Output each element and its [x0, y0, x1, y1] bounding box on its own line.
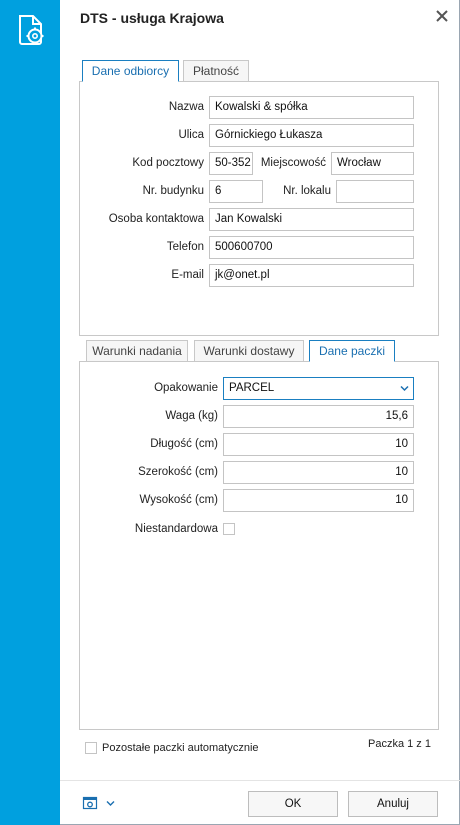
local-number-field[interactable]	[336, 180, 414, 203]
parcel-panel	[79, 361, 439, 730]
recipient-panel	[79, 81, 439, 336]
tab-dane-paczki[interactable]: Dane paczki	[309, 340, 395, 362]
width-label: Szerokość (cm)	[138, 466, 218, 478]
nonstandard-label: Niestandardowa	[134, 523, 218, 535]
settings-icon	[82, 795, 98, 811]
auto-packages-label: Pozostałe paczki automatycznie	[102, 742, 259, 754]
width-field[interactable]: 10	[223, 461, 414, 484]
name-label: Nazwa	[168, 101, 204, 113]
dialog	[60, 0, 460, 825]
tab-warunki-nadania[interactable]: Warunki nadania	[86, 340, 188, 362]
sidebar-strip	[0, 0, 60, 825]
settings-dropdown-icon[interactable]	[82, 795, 120, 811]
city-label: Miejscowość	[260, 157, 326, 169]
packaging-label: Opakowanie	[154, 382, 218, 394]
tab-platnosc[interactable]: Płatność	[183, 60, 249, 82]
building-number-label: Nr. budynku	[142, 185, 204, 197]
tab-dane-odbiorcy[interactable]: Dane odbiorcy	[82, 60, 179, 82]
package-counter: Paczka 1 z 1	[368, 738, 431, 750]
close-icon[interactable]	[434, 8, 450, 24]
phone-field[interactable]: 500600700	[209, 236, 414, 259]
height-field[interactable]: 10	[223, 489, 414, 512]
contact-person-field[interactable]: Jan Kowalski	[209, 208, 414, 231]
email-label: E-mail	[171, 269, 204, 281]
nonstandard-checkbox[interactable]	[223, 523, 235, 535]
document-gear-icon	[16, 14, 46, 46]
ok-button[interactable]: OK	[248, 791, 338, 817]
phone-label: Telefon	[166, 241, 204, 253]
tab-warunki-dostawy[interactable]: Warunki dostawy	[194, 340, 304, 362]
weight-field[interactable]: 15,6	[223, 405, 414, 428]
name-field[interactable]: Kowalski & spółka	[209, 96, 414, 119]
local-number-label: Nr. lokalu	[283, 185, 331, 197]
height-label: Wysokość (cm)	[139, 494, 218, 506]
city-field[interactable]: Wrocław	[331, 152, 414, 175]
street-field[interactable]: Górnickiego Łukasza	[209, 124, 414, 147]
chevron-down-icon[interactable]	[400, 385, 409, 392]
packaging-value: PARCEL	[229, 382, 275, 394]
chevron-down-icon	[106, 800, 115, 807]
email-field[interactable]: jk@onet.pl	[209, 264, 414, 287]
contact-person-label: Osoba kontaktowa	[108, 213, 204, 225]
footer-divider	[60, 780, 460, 781]
street-label: Ulica	[178, 129, 204, 141]
length-field[interactable]: 10	[223, 433, 414, 456]
building-number-field[interactable]: 6	[209, 180, 263, 203]
dialog-title: DTS - usługa Krajowa	[80, 10, 224, 26]
weight-label: Waga (kg)	[165, 410, 218, 422]
auto-packages-checkbox[interactable]	[85, 742, 97, 754]
length-label: Długość (cm)	[150, 438, 218, 450]
packaging-select[interactable]	[223, 377, 414, 400]
cancel-button[interactable]: Anuluj	[348, 791, 438, 817]
postal-code-field[interactable]: 50-352	[209, 152, 253, 175]
postal-code-label: Kod pocztowy	[132, 157, 204, 169]
